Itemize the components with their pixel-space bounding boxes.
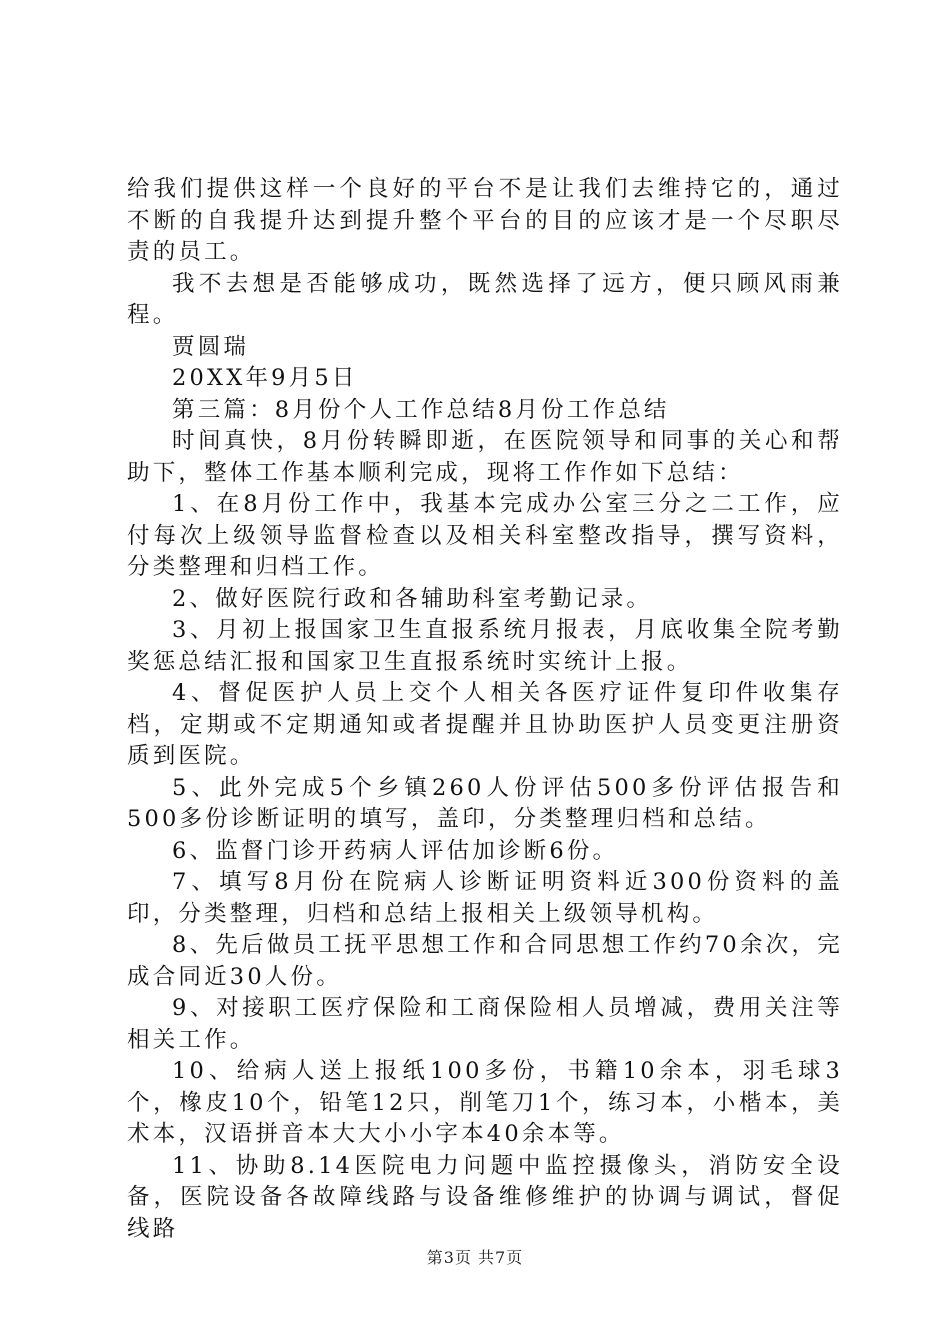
section-title: 第三篇：8月份个人工作总结8月份工作总结 [172, 396, 670, 423]
paragraph-closing: 我不去想是否能够成功，既然选择了远方，便只顾风雨兼程。 [127, 270, 843, 328]
list-item: 5、此外完成5个乡镇260人份评估500多份评估报告和500多份诊断证明的填写，盖印，分类整理归档和总结。 [127, 774, 843, 832]
author-signature: 贾圆瑞 [172, 333, 250, 360]
list-item: 10、给病人送上报纸100多份，书籍10余本，羽毛球3个，橡皮10个，铅笔12只，削笔刀1个，练习本，小楷本，美术本，汉语拼音本大大小小字本40余本等。 [127, 1058, 843, 1147]
list-item: 4、督促医护人员上交个人相关各医疗证件复印件收集存档，定期或不定期通知或者提醒并且协助医护人员变更注册资质到医院。 [127, 680, 843, 769]
list-item: 6、监督门诊开药病人评估加诊断6份。 [172, 837, 619, 864]
document-body [127, 174, 843, 1245]
list-item: 3、月初上报国家卫生直报系统月报表，月底收集全院考勤奖惩总结汇报和国家卫生直报系统时实统计上报。 [127, 617, 843, 675]
list-item: 8、先后做员工抚平思想工作和合同思想工作约70余次，完成合同近30人份。 [127, 932, 843, 990]
list-item: 7、填写8月份在院病人诊断证明资料近300份资料的盖印，分类整理，归档和总结上报相关上级领导机构。 [127, 869, 843, 927]
list-item: 9、对接职工医疗保险和工商保险相人员增减，费用关注等相关工作。 [127, 995, 843, 1053]
list-item: 1、在8月份工作中，我基本完成办公室三分之二工作，应付每次上级领导监督检查以及相关科室整改指导，撰写资料，分类整理和归档工作。 [127, 491, 843, 580]
paragraph-intro: 时间真快，8月份转瞬即逝，在医院领导和同事的关心和帮助下，整体工作基本顺利完成，现将工作作如下总结： [127, 428, 843, 486]
date-line: 20XX年9月5日 [172, 365, 358, 391]
page-number-footer: 第3页 共7页 [426, 1248, 524, 1267]
list-item: 2、做好医院行政和各辅助科室考勤记录。 [172, 585, 653, 612]
paragraph-continuation: 给我们提供这样一个良好的平台不是让我们去维持它的，通过不断的自我提升达到提升整个平台的目的应该才是一个尽职尽责的员工。 [127, 176, 843, 265]
list-item: 11、协助8.14医院电力问题中监控摄像头，消防安全设备，医院设备各故障线路与设备维修维护的协调与调试，督促线路 [127, 1152, 843, 1242]
